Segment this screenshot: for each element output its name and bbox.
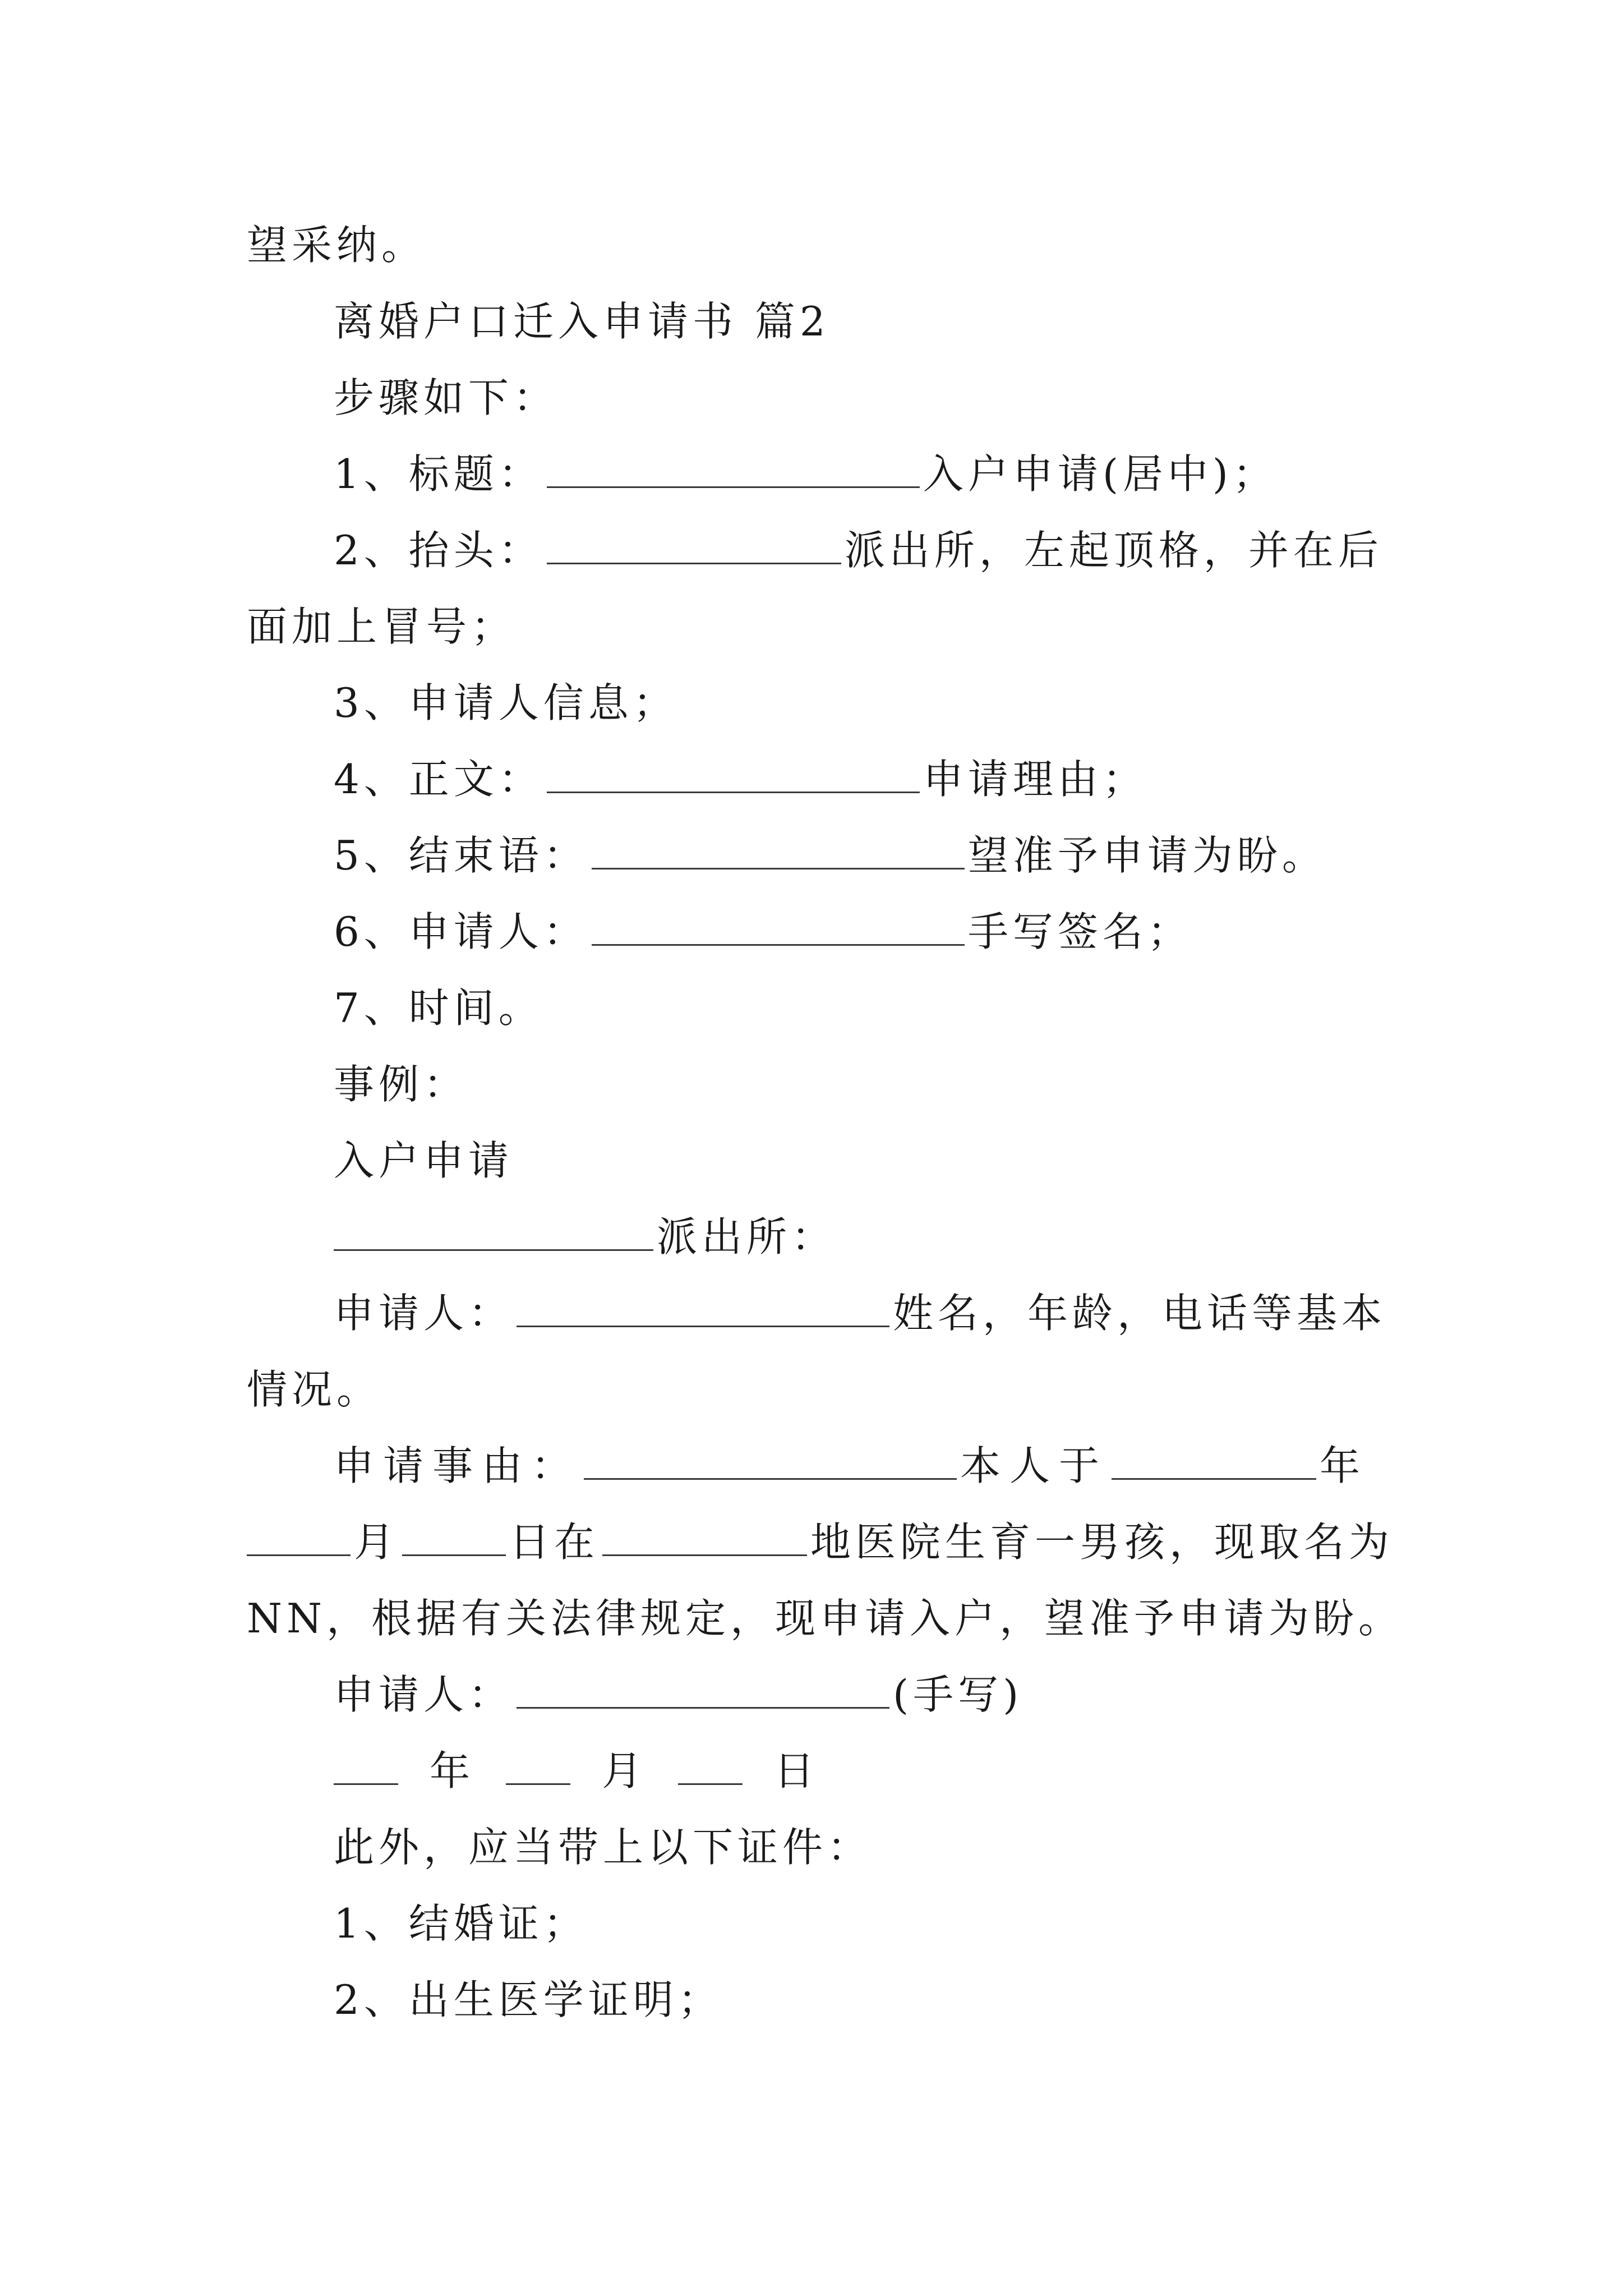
line-text: 入户申请(居中)； (923, 450, 1278, 498)
line-text: 入户申请 (334, 1137, 514, 1184)
text-line (247, 1359, 381, 1420)
example-title (334, 1130, 513, 1191)
text-line (247, 596, 516, 657)
fill-blank (592, 910, 965, 946)
line-text: 2、抬头： (334, 527, 543, 574)
fill-blank (592, 834, 965, 869)
fill-blank (334, 1216, 653, 1251)
line-text: 月 (354, 1519, 399, 1566)
text-line (334, 1282, 1386, 1344)
line-text: 面加上冒号； (247, 603, 517, 650)
line-text: 月 (602, 1747, 647, 1795)
list-item (334, 825, 1327, 886)
line-text: 派出所，左起顶格，并在后 (844, 527, 1383, 574)
line-text: 望准予申请为盼。 (967, 832, 1327, 879)
line-text: 事例： (334, 1061, 469, 1108)
fill-blank (334, 1750, 398, 1785)
example-salutation (334, 1206, 836, 1268)
line-text: 2、出生医学证明； (334, 1976, 723, 2023)
fill-blank (547, 529, 841, 564)
list-item (334, 443, 1278, 505)
heading-text: 离婚户口迁入申请书 篇2 (334, 298, 830, 345)
line-text: 本人于 (960, 1442, 1109, 1489)
line-text: 1、标题： (334, 450, 543, 498)
line-text: (手写) (893, 1671, 1023, 1718)
list-item (334, 1969, 723, 2031)
line-text: 年 (430, 1747, 475, 1795)
list-item (334, 977, 543, 1039)
line-text: 5、结束语： (334, 832, 588, 879)
line-text: 6、申请人： (334, 908, 588, 955)
line-text: 手写签名； (967, 908, 1192, 955)
fill-blank (678, 1750, 743, 1785)
line-text: 望采纳。 (247, 222, 427, 269)
date-line (334, 1740, 819, 1802)
list-item (334, 901, 1192, 963)
fill-blank (547, 758, 920, 793)
line-text: 地医院生育一男孩，现取名为 (810, 1519, 1394, 1566)
line-text: 7、时间。 (334, 984, 543, 1032)
line-text: 申请理由； (923, 756, 1147, 803)
line-text: 步骤如下： (334, 374, 559, 421)
list-item (334, 1893, 588, 1954)
line-text: NN，根据有关法律规定，现申请入户，望准予申请为盼。 (247, 1595, 1404, 1642)
line-text: 1、结婚证； (334, 1900, 588, 1947)
text-line (334, 1664, 1023, 1726)
text-line (247, 214, 426, 276)
fill-blank (584, 1444, 957, 1480)
list-item (334, 519, 1383, 581)
fill-blank (517, 1292, 889, 1327)
list-item (334, 672, 678, 734)
fill-blank (247, 1521, 351, 1556)
line-text: 3、申请人信息； (334, 679, 678, 726)
line-text: 申请人： (334, 1671, 514, 1718)
text-line (247, 1511, 1394, 1573)
fill-blank (547, 453, 920, 488)
line-text: 姓名，年龄，电话等基本 (893, 1290, 1387, 1337)
section-heading (334, 291, 830, 352)
line-text: 年 (1320, 1442, 1370, 1489)
fill-blank (517, 1673, 889, 1709)
text-line (334, 367, 558, 429)
line-text: 日 (774, 1747, 819, 1795)
line-text: 派出所： (657, 1213, 837, 1260)
line-text: 申请事由： (334, 1442, 581, 1489)
list-item (334, 748, 1147, 810)
fill-blank (602, 1521, 807, 1556)
text-line (334, 1435, 1369, 1497)
line-text: 4、正文： (334, 756, 543, 803)
text-line (334, 1053, 468, 1115)
line-text: 情况。 (247, 1366, 382, 1413)
fill-blank (402, 1521, 506, 1556)
fill-blank (506, 1750, 570, 1785)
line-text: 此外，应当带上以下证件： (334, 1824, 873, 1871)
line-text: 日在 (509, 1519, 600, 1566)
text-line (334, 1816, 872, 1878)
fill-blank (1112, 1444, 1316, 1480)
text-line (247, 1588, 1403, 1649)
line-text: 申请人： (334, 1290, 514, 1337)
